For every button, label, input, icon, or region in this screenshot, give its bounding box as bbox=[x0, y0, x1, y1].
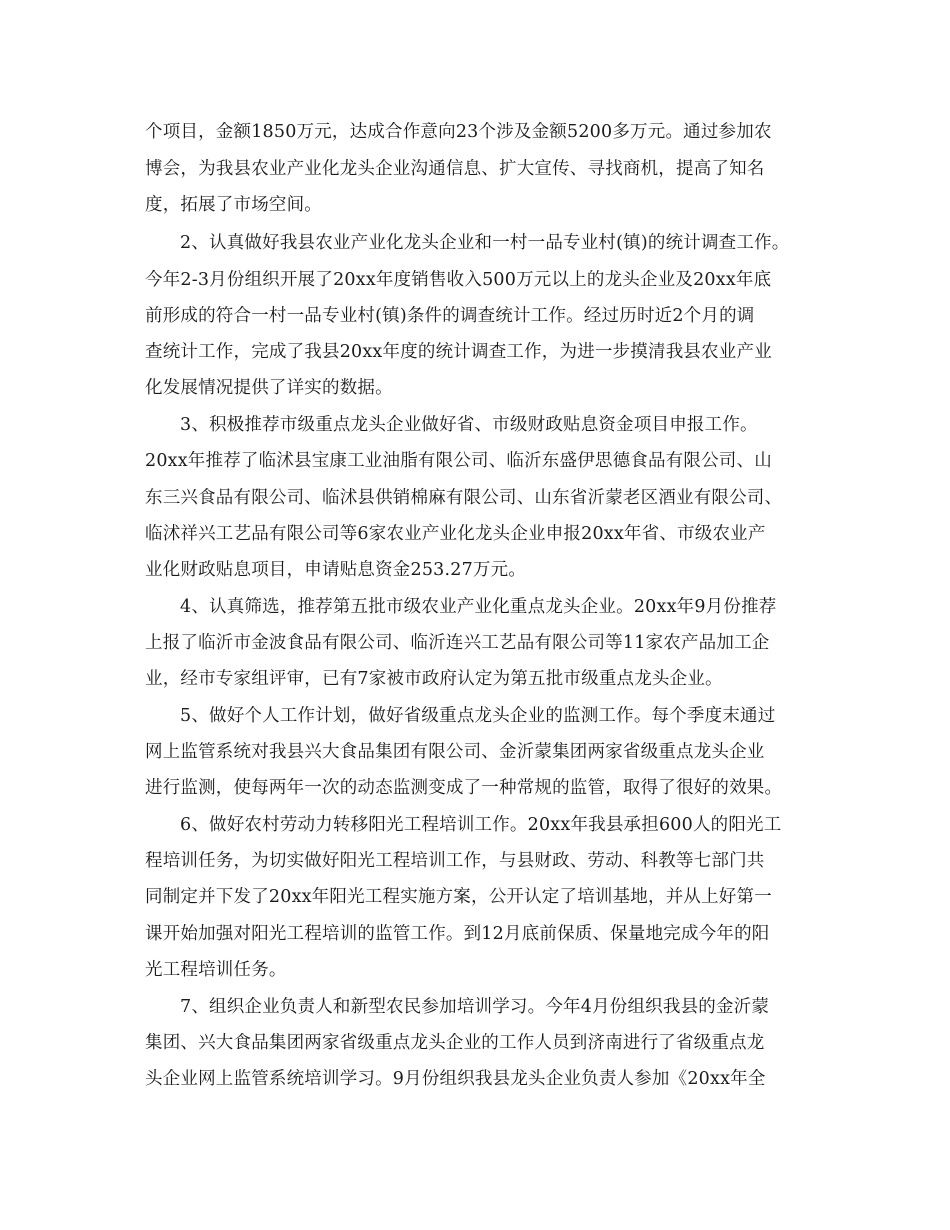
text-line: 集团、兴大食品集团两家省级重点龙头企业的工作人员到济南进行了省级重点龙 bbox=[145, 1033, 765, 1053]
text-line: 业化财政贴息项目，申请贴息资金253.27万元。 bbox=[145, 560, 527, 580]
text-line: 查统计工作，完成了我县20xx年度的统计调查工作，为进一步摸清我县农业产业 bbox=[145, 342, 772, 362]
paragraph-2-start: 2、认真做好我县农业产业化龙头企业和一村一品专业村(镇)的统计调查工作。 bbox=[180, 233, 790, 253]
text-line: 程培训任务，为切实做好阳光工程培训工作，与县财政、劳动、科教等七部门共 bbox=[145, 851, 765, 871]
text-line: 前形成的符合一村一品专业村(镇)条件的调查统计工作。经过历时近2个月的调 bbox=[145, 306, 755, 326]
text-line: 博会，为我县农业产业化龙头企业沟通信息、扩大宣传、寻找商机，提高了知名 bbox=[145, 159, 765, 179]
paragraph-6-start: 6、做好农村劳动力转移阳光工程培训工作。20xx年我县承担600人的阳光工 bbox=[180, 815, 782, 835]
text-line: 20xx年推荐了临沭县宝康工业油脂有限公司、临沂东盛伊思德食品有限公司、山 bbox=[145, 451, 772, 471]
text-line: 个项目，金额1850万元，达成合作意向23个涉及金额5200多万元。通过参加农 bbox=[145, 122, 772, 142]
text-line: 上报了临沂市金波食品有限公司、临沂连兴工艺品有限公司等11家农产品加工企 bbox=[145, 633, 770, 653]
text-line: 业，经市专家组评审，已有7家被市政府认定为第五批市级重点龙头企业。 bbox=[145, 669, 723, 689]
text-line: 进行监测，使每两年一次的动态监测变成了一种常规的监管，取得了很好的效果。 bbox=[145, 778, 783, 798]
paragraph-5-start: 5、做好个人工作计划，做好省级重点龙头企业的监测工作。每个季度末通过 bbox=[180, 706, 776, 726]
paragraph-4-start: 4、认真筛选，推荐第五批市级农业产业化重点龙头企业。20xx年9月份推荐 bbox=[180, 597, 777, 617]
text-line: 头企业网上监管系统培训学习。9月份组织我县龙头企业负责人参加《20xx年全 bbox=[145, 1069, 766, 1089]
text-line: 今年2-3月份组织开展了20xx年度销售收入500万元以上的龙头企业及20xx年底 bbox=[145, 270, 772, 290]
text-line: 东三兴食品有限公司、临沭县供销棉麻有限公司、山东省沂蒙老区酒业有限公司、 bbox=[145, 488, 783, 508]
text-line: 光工程培训任务。 bbox=[145, 960, 287, 980]
text-line: 度，拓展了市场空间。 bbox=[145, 195, 322, 215]
text-line: 临沭祥兴工艺品有限公司等6家农业产业化龙头企业申报20xx年省、市级农业产 bbox=[145, 524, 766, 544]
text-line: 化发展情况提供了详实的数据。 bbox=[145, 378, 393, 398]
text-line: 同制定并下发了20xx年阳光工程实施方案，公开认定了培训基地，并从上好第一 bbox=[145, 887, 772, 907]
paragraph-3-start: 3、积极推荐市级重点龙头企业做好省、市级财政贴息资金项目申报工作。 bbox=[180, 415, 758, 435]
text-line: 网上监管系统对我县兴大食品集团有限公司、金沂蒙集团两家省级重点龙头企业 bbox=[145, 742, 765, 762]
text-line: 课开始加强对阳光工程培训的监管工作。到12月底前保质、保量地完成今年的阳 bbox=[145, 924, 770, 944]
paragraph-7-start: 7、组织企业负责人和新型农民参加培训学习。今年4月份组织我县的金沂蒙 bbox=[180, 997, 770, 1017]
